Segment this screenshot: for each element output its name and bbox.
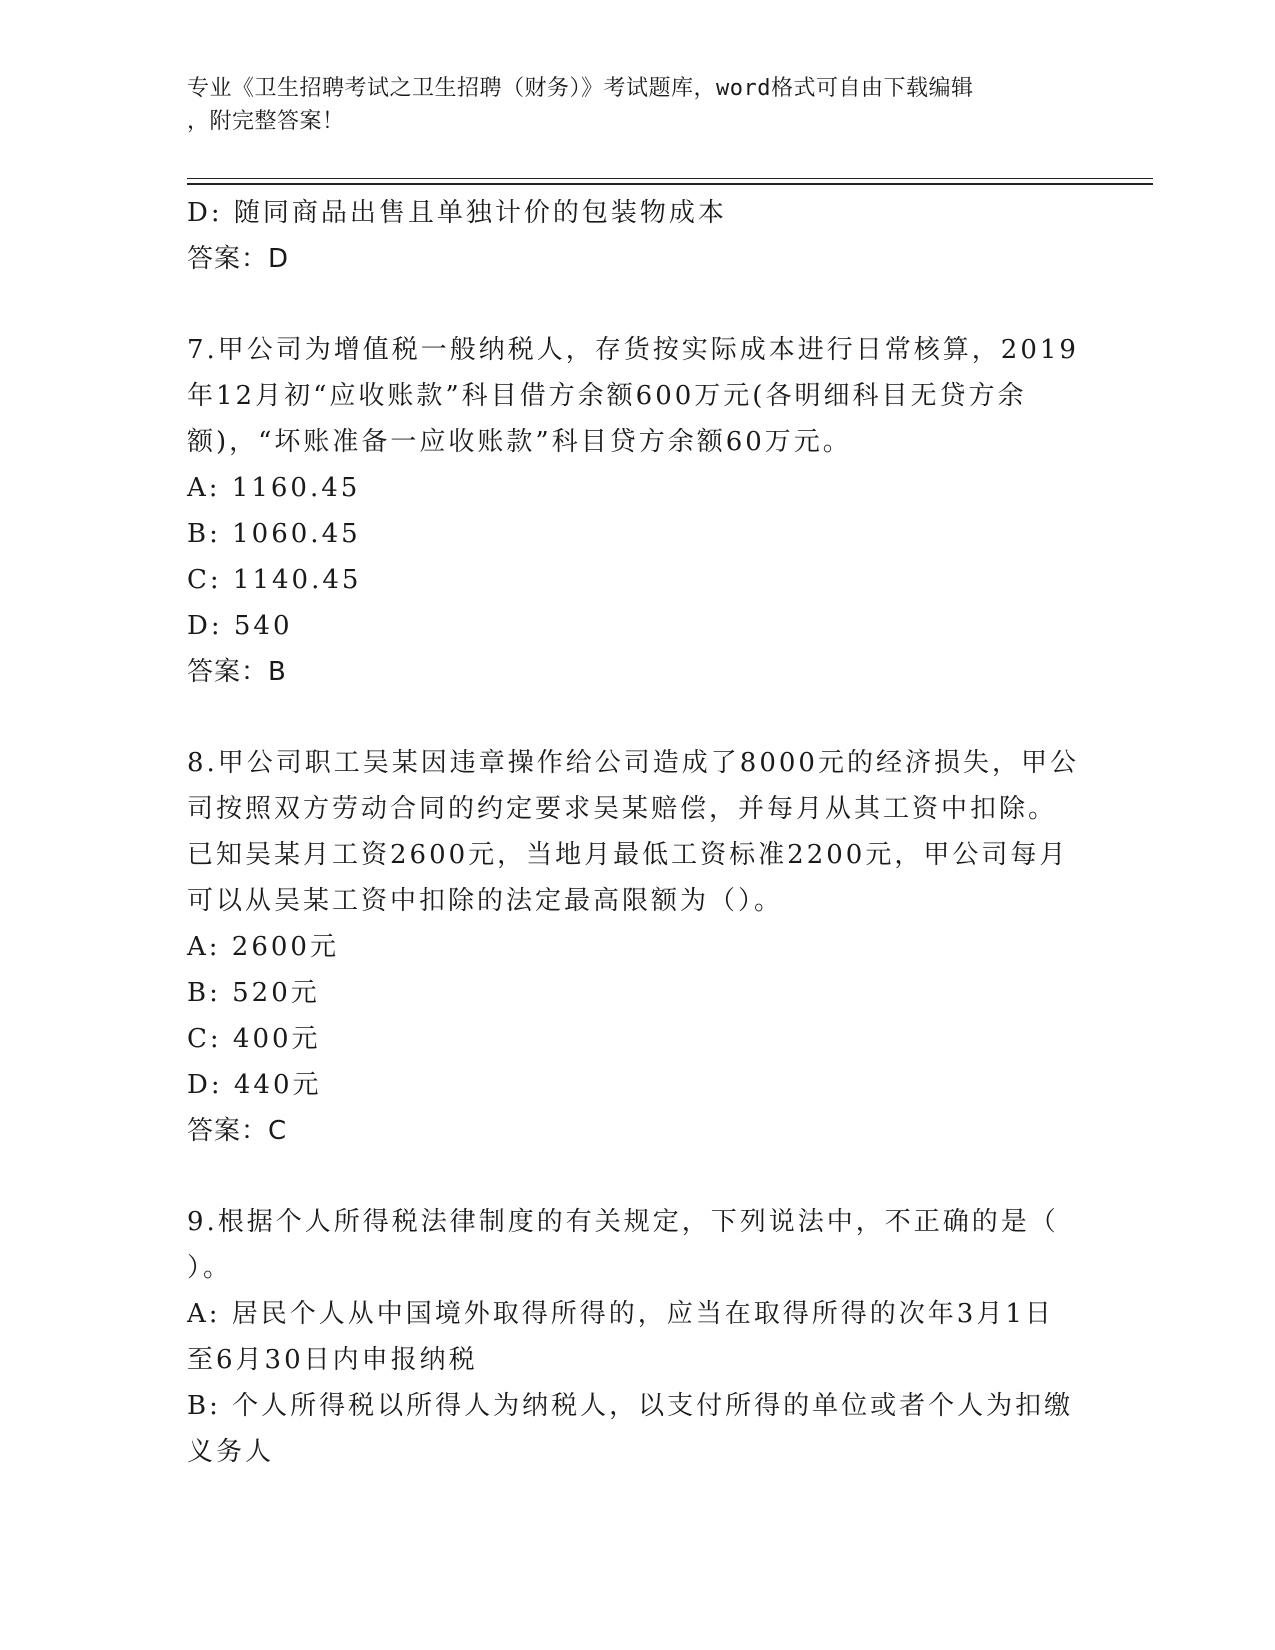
text-line: C: 400元 <box>187 1024 321 1054</box>
header-line-2: ，附完整答案！ <box>187 109 345 134</box>
answer-line: 答案：D <box>187 244 290 274</box>
paragraph-gap <box>187 1154 1087 1199</box>
text-line: 可以从吴某工资中扣除的法定最高限额为（）。 <box>187 886 784 916</box>
text-line: A: 居民个人从中国境外取得所得的，应当在取得所得的次年3月1日 <box>187 1299 1054 1329</box>
answer-line: 答案：B <box>187 657 287 687</box>
header-line-1: 专业《卫生招聘考试之卫生招聘（财务）》考试题库，word格式可自由下载编辑 <box>187 76 974 101</box>
text-line: D: 540 <box>187 611 293 641</box>
paragraph-gap <box>187 695 1087 740</box>
text-line: 8.甲公司职工吴某因违章操作给公司造成了8000元的经济损失，甲公 <box>187 748 1079 778</box>
text-line: B: 520元 <box>187 978 320 1008</box>
text-line: A: 1160.45 <box>187 473 361 503</box>
header-rule-thin <box>187 178 1153 179</box>
text-line: 义务人 <box>187 1437 275 1467</box>
text-line: 额)，“坏账准备一应收账款”科目贷方余额60万元。 <box>187 427 852 457</box>
text-line: 9.根据个人所得税法律制度的有关规定，下列说法中，不正确的是（ <box>187 1207 1059 1237</box>
document-header <box>187 72 1067 138</box>
question-content <box>187 190 1087 1475</box>
text-line: ）。 <box>187 1253 233 1283</box>
text-line: B: 1060.45 <box>187 519 361 549</box>
text-line: A: 2600元 <box>187 932 339 962</box>
answer-line: 答案：C <box>187 1116 288 1146</box>
text-line: 年12月初“应收账款”科目借方余额600万元(各明细科目无贷方余 <box>187 381 1027 411</box>
text-line: 已知吴某月工资2600元，当地月最低工资标准2200元，甲公司每月 <box>187 840 1069 870</box>
text-line: 司按照双方劳动合同的约定要求吴某赔偿，并每月从其工资中扣除。 <box>187 794 1058 824</box>
paragraph-gap <box>187 282 1087 327</box>
text-line: C: 1140.45 <box>187 565 362 595</box>
text-line: B: 个人所得税以所得人为纳税人，以支付所得的单位或者个人为扣缴 <box>187 1391 1074 1421</box>
text-line: D: 440元 <box>187 1070 322 1100</box>
text-line: 至6月30日内申报纳税 <box>187 1345 478 1375</box>
text-line: D: 随同商品出售且单独计价的包装物成本 <box>187 198 727 228</box>
text-line: 7.甲公司为增值税一般纳税人，存货按实际成本进行日常核算，2019 <box>187 335 1079 365</box>
header-rule-thick <box>187 183 1153 185</box>
